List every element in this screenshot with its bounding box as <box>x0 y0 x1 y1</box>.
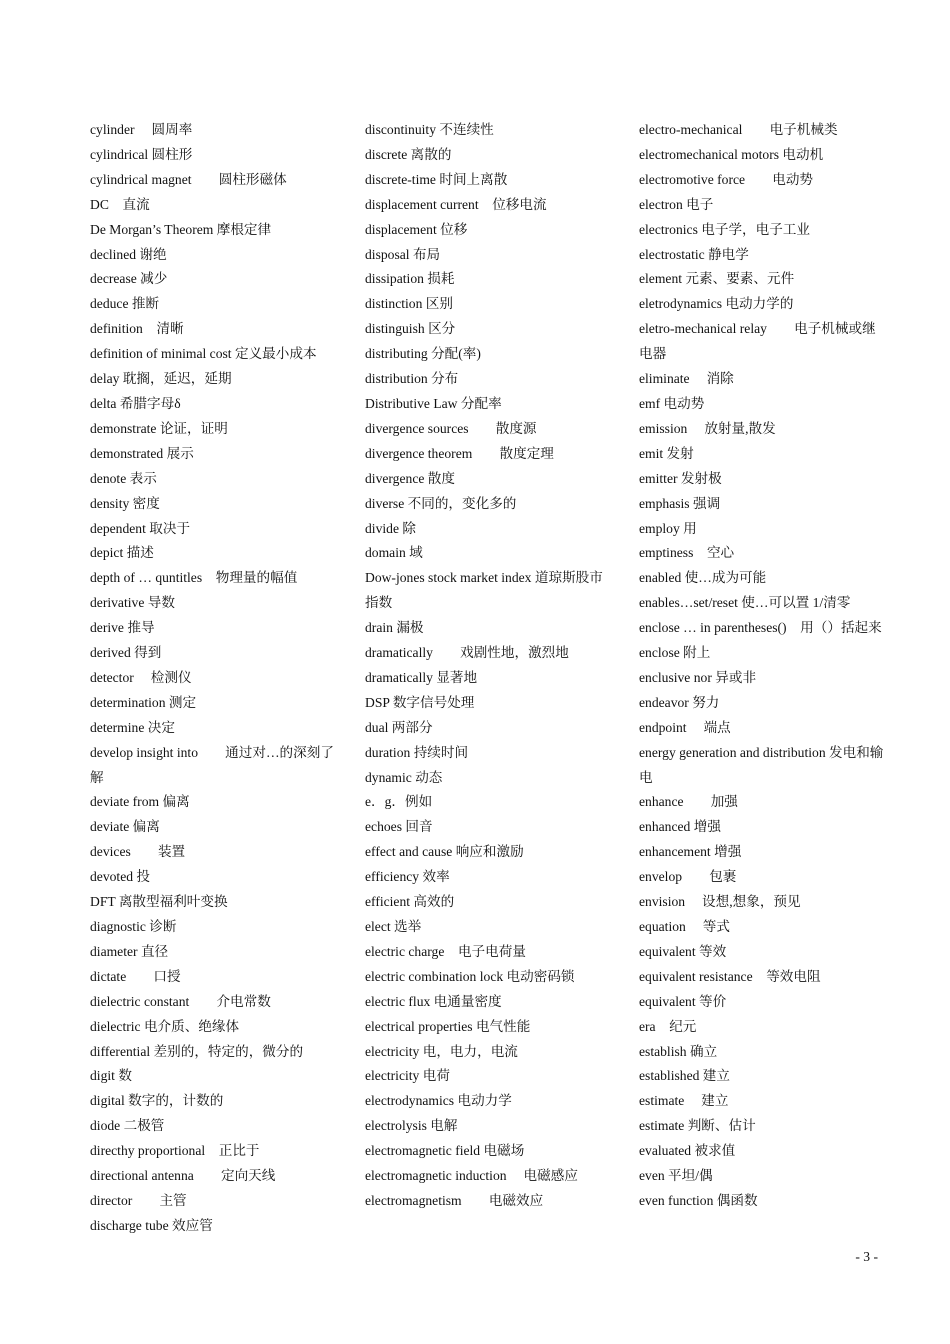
glossary-entry: electromagnetism 电磁效应 <box>365 1192 544 1208</box>
glossary-entry: electricity 电，电力，电流 <box>365 1043 518 1059</box>
glossary-entry: discrete 离散的 <box>365 146 452 162</box>
glossary-entry: evaluated 被求值 <box>639 1143 736 1159</box>
glossary-entry: electromotive force 电动势 <box>639 171 814 187</box>
glossary-entry: dramatically 显著地 <box>365 669 478 685</box>
glossary-entry: dictate 口授 <box>90 968 181 984</box>
glossary-entry: density 密度 <box>90 495 160 511</box>
glossary-entry: electrical properties 电气性能 <box>365 1018 531 1034</box>
glossary-entry: electron 电子 <box>639 196 714 212</box>
glossary-entry: disposal 布局 <box>365 246 441 262</box>
glossary-entry: eliminate 消除 <box>639 371 734 387</box>
glossary-entry: diverse 不同的，变化多的 <box>365 495 517 511</box>
glossary-entry: establish 确立 <box>639 1043 718 1059</box>
glossary-entry: emphasis 强调 <box>639 495 721 511</box>
glossary-entry: domain 域 <box>365 545 423 561</box>
glossary-entry: equivalent resistance 等效电阻 <box>639 968 821 984</box>
glossary-entry: displacement 位移 <box>365 221 468 237</box>
glossary-entry: efficiency 效率 <box>365 869 450 885</box>
glossary-entry: dual 两部分 <box>365 719 433 735</box>
glossary-entry: derived 得到 <box>90 645 162 661</box>
glossary-entry: devices 装置 <box>90 844 186 860</box>
glossary-column-1 <box>90 118 340 1239</box>
glossary-entry: dramatically 戏剧性地，激烈地 <box>365 645 569 661</box>
glossary-entry: digit 数 <box>90 1068 132 1084</box>
glossary-entry: distinguish 区分 <box>365 321 456 337</box>
glossary-entry: directional antenna 定向天线 <box>90 1168 276 1184</box>
glossary-entry: equation 等式 <box>639 919 730 934</box>
glossary-entry: enhancement 增强 <box>639 844 742 860</box>
glossary-entry: declined 谢绝 <box>90 246 167 262</box>
glossary-entry: efficient 高效的 <box>365 894 455 910</box>
glossary-entry: distribution 分布 <box>365 371 459 387</box>
glossary-entry: electric combination lock 电动密码锁 <box>365 968 575 984</box>
glossary-entry: diode 二极管 <box>90 1118 165 1134</box>
glossary-entry: decrease 减少 <box>90 271 168 287</box>
glossary-entry: determination 测定 <box>90 694 197 710</box>
glossary-entry: electromagnetic field 电磁场 <box>365 1143 525 1159</box>
glossary-entry: dielectric constant 介电常数 <box>90 993 271 1009</box>
glossary-entry: divergence sources 散度源 <box>365 420 537 436</box>
glossary-entry: energy generation and distribution 发电和输电 <box>639 744 884 785</box>
glossary-entry: electrolysis 电解 <box>365 1118 458 1134</box>
glossary-entry: differential 差别的，特定的，微分的 <box>90 1043 304 1059</box>
glossary-entry: derive 推导 <box>90 620 155 636</box>
glossary-entry: enclose … in parentheses() 用（）括起来 <box>639 620 882 636</box>
glossary-entry: electromagnetic induction 电磁感应 <box>365 1168 578 1184</box>
glossary-entry: estimate 判断、估计 <box>639 1118 756 1134</box>
glossary-entry: estimate 建立 <box>639 1093 729 1109</box>
glossary-entry: Distributive Law 分配率 <box>365 395 502 411</box>
glossary-entry: enhanced 增强 <box>639 819 721 835</box>
glossary-entry: echoes 回音 <box>365 819 433 835</box>
glossary-entry: employ 用 <box>639 520 697 536</box>
glossary-entry: director 主管 <box>90 1192 187 1208</box>
glossary-entry: delta 希腊字母δ <box>90 395 181 411</box>
glossary-entry: e．g．例如 <box>365 794 433 810</box>
glossary-entry: element 元素、要素、元件 <box>639 271 795 287</box>
glossary-entry: equivalent 等价 <box>639 993 727 1009</box>
glossary-entry: develop insight into 通过对…的深刻了解 <box>90 744 334 785</box>
glossary-entry: electro-mechanical 电子机械类 <box>639 122 838 137</box>
glossary-entry: duration 持续时间 <box>365 744 469 760</box>
glossary-entry: even 平坦/偶 <box>639 1168 713 1184</box>
glossary-entry: divergence 散度 <box>365 470 455 486</box>
glossary-entry: discharge tube 效应管 <box>90 1217 213 1233</box>
glossary-entry: divide 除 <box>365 520 416 536</box>
glossary-entry: emission 放射量,散发 <box>639 420 776 436</box>
glossary-entry: deviate from 偏离 <box>90 794 190 810</box>
glossary-entry: digital 数字的，计数的 <box>90 1093 224 1109</box>
glossary-entry: enhance 加强 <box>639 794 738 810</box>
glossary-entry: envelop 包裹 <box>639 869 737 885</box>
glossary-entry: endpoint 端点 <box>639 719 731 735</box>
glossary-entry: eletrodynamics 电动力学的 <box>639 296 794 312</box>
glossary-entry: electricity 电荷 <box>365 1068 450 1084</box>
glossary-entry: discontinuity 不连续性 <box>365 122 494 137</box>
glossary-entry: derivative 导数 <box>90 595 175 611</box>
glossary-entry: detector 检测仪 <box>90 669 192 685</box>
glossary-entry: drain 漏极 <box>365 620 424 636</box>
glossary-entry: demonstrated 展示 <box>90 445 194 461</box>
glossary-entry: electric charge 电子电荷量 <box>365 943 526 959</box>
glossary-entry: cylinder 圆周率 <box>90 122 193 137</box>
glossary-entry: denote 表示 <box>90 470 157 486</box>
glossary-entry: determine 决定 <box>90 719 175 735</box>
glossary-entry: dissipation 损耗 <box>365 271 455 287</box>
glossary-entry: effect and cause 响应和激励 <box>365 844 524 860</box>
glossary-entry: equivalent 等效 <box>639 943 727 959</box>
glossary-entry: enables…set/reset 使…可以置 1/清零 <box>639 595 851 611</box>
glossary-entry: Dow-jones stock market index 道琼斯股市指数 <box>365 570 603 611</box>
glossary-entry: depict 描述 <box>90 545 154 561</box>
glossary-entry: cylindrical magnet 圆柱形磁体 <box>90 171 287 187</box>
glossary-column-3 <box>639 118 889 1214</box>
glossary-entry: DFT 离散型福利叶变换 <box>90 894 228 910</box>
glossary-entry: electronics 电子学，电子工业 <box>639 221 811 237</box>
glossary-entry: enclose 附上 <box>639 645 711 661</box>
glossary-entry: electric flux 电通量密度 <box>365 993 502 1009</box>
glossary-entry: devoted 投 <box>90 869 151 885</box>
glossary-entry: cylindrical 圆柱形 <box>90 146 193 162</box>
glossary-entry: divergence theorem 散度定理 <box>365 445 554 461</box>
glossary-entry: emptiness 空心 <box>639 545 735 561</box>
glossary-entry: electrodynamics 电动力学 <box>365 1093 512 1109</box>
glossary-entry: electrostatic 静电学 <box>639 246 749 262</box>
glossary-entry: emit 发射 <box>639 445 694 461</box>
page-number: - 3 - <box>855 1249 878 1264</box>
glossary-entry: envision 设想,想象，预见 <box>639 894 801 910</box>
glossary-entry: enabled 使…成为可能 <box>639 570 767 586</box>
glossary-entry: endeavor 努力 <box>639 694 720 710</box>
glossary-column-2 <box>365 118 615 1214</box>
glossary-entry: delay 耽搁，延迟，延期 <box>90 371 232 387</box>
glossary-entry: dynamic 动态 <box>365 769 443 785</box>
glossary-entry: directhy proportional 正比于 <box>90 1143 260 1159</box>
glossary-entry: demonstrate 论证，证明 <box>90 420 228 436</box>
glossary-entry: eletro-mechanical relay 电子机械或继电器 <box>639 321 876 362</box>
glossary-entry: emf 电动势 <box>639 395 705 411</box>
glossary-entry: enclusive nor 异或非 <box>639 669 757 685</box>
glossary-entry: DC 直流 <box>90 196 150 212</box>
glossary-entry: diameter 直径 <box>90 943 169 959</box>
glossary-entry: electromechanical motors 电动机 <box>639 146 824 162</box>
glossary-entry: elect 选举 <box>365 919 422 934</box>
glossary-entry: deduce 推断 <box>90 296 160 312</box>
glossary-entry: depth of … quntitles 物理量的幅值 <box>90 570 298 586</box>
glossary-entry: displacement current 位移电流 <box>365 196 547 212</box>
glossary-entry: deviate 偏离 <box>90 819 160 835</box>
glossary-entry: definition 清晰 <box>90 321 184 337</box>
glossary-entry: diagnostic 诊断 <box>90 919 177 934</box>
glossary-entry: dielectric 电介质、绝缘体 <box>90 1018 240 1034</box>
glossary-entry: dependent 取决于 <box>90 520 191 536</box>
glossary-entry: even function 偶函数 <box>639 1192 758 1208</box>
glossary-entry: distributing 分配(率) <box>365 346 481 362</box>
glossary-entry: distinction 区别 <box>365 296 453 312</box>
glossary-entry: emitter 发射极 <box>639 470 722 486</box>
glossary-entry: DSP 数字信号处理 <box>365 694 475 710</box>
glossary-entry: established 建立 <box>639 1068 730 1084</box>
glossary-entry: De Morgan’s Theorem 摩根定律 <box>90 221 272 237</box>
glossary-entry: definition of minimal cost 定义最小成本 <box>90 346 317 362</box>
glossary-entry: era 纪元 <box>639 1018 697 1034</box>
glossary-entry: discrete-time 时间上离散 <box>365 171 508 187</box>
